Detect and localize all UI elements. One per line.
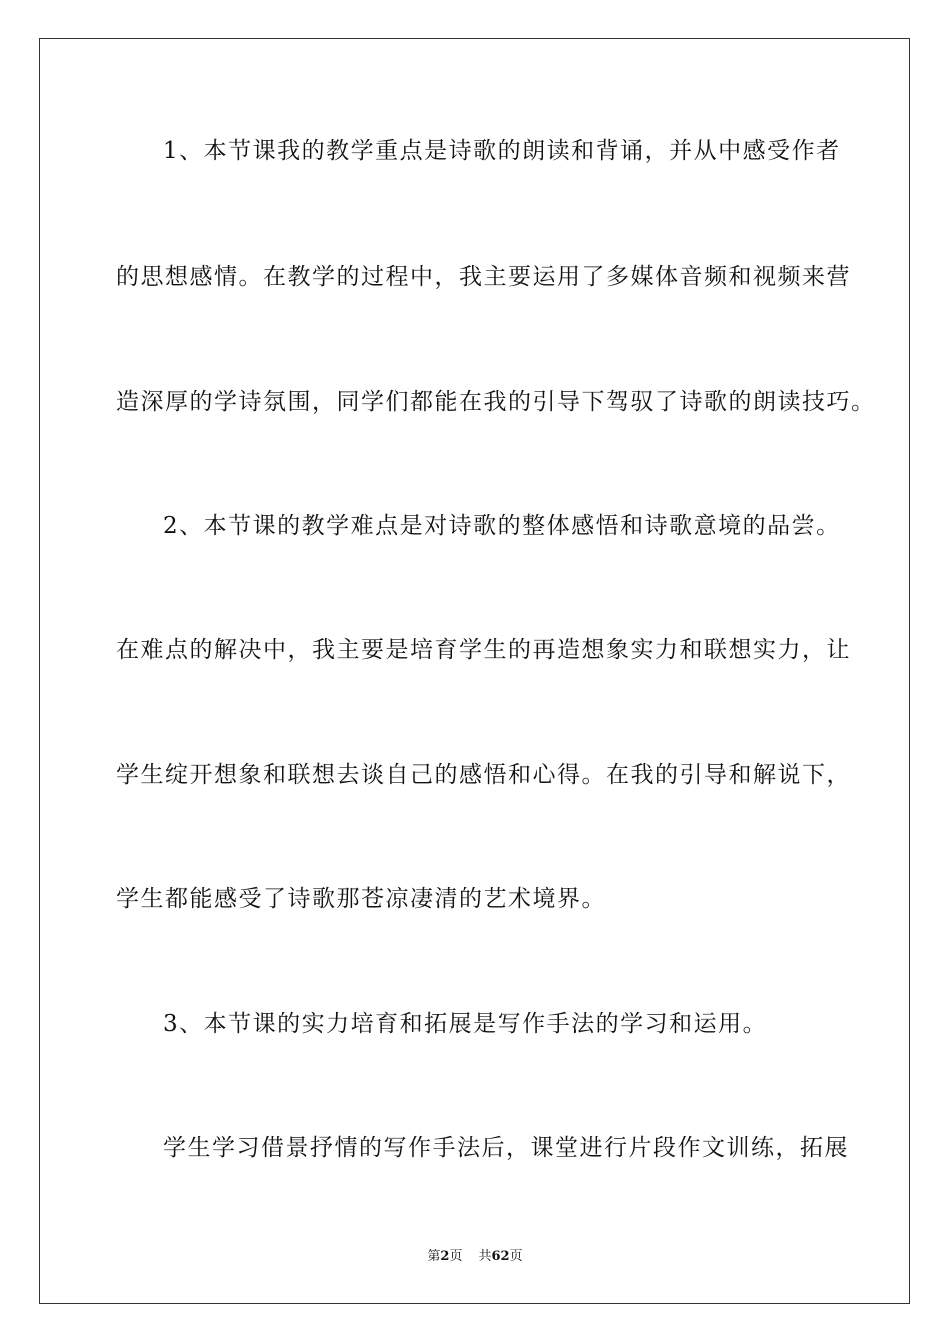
footer-page-number: 2 xyxy=(440,1249,450,1264)
paragraph-1-line-3: 造深厚的学诗氛围，同学们都能在我的引导下驾驭了诗歌的朗读技巧。 xyxy=(116,389,876,415)
paragraph-1-line-1: 1、本节课我的教学重点是诗歌的朗读和背诵，并从中感受作者 xyxy=(163,138,841,164)
footer-total-suffix: 页 xyxy=(509,1249,523,1264)
paragraph-2-line-2: 在难点的解决中，我主要是培育学生的再造想象实力和联想实力，让 xyxy=(116,637,851,663)
footer-total-pages: 62 xyxy=(491,1249,510,1264)
page-footer xyxy=(0,1247,950,1267)
paragraph-2-line-1: 2、本节课的教学难点是对诗歌的整体感悟和诗歌意境的品尝。 xyxy=(163,513,841,539)
paragraph-1-line-2: 的思想感情。在教学的过程中，我主要运用了多媒体音频和视频来营 xyxy=(116,264,851,290)
paragraph-2-line-4: 学生都能感受了诗歌那苍凉凄清的艺术境界。 xyxy=(116,886,606,912)
page-border xyxy=(39,38,910,1304)
footer-page-suffix: 页 xyxy=(449,1249,463,1264)
footer-total-prefix: 共 xyxy=(478,1249,492,1264)
paragraph-2-line-3: 学生绽开想象和联想去谈自己的感悟和心得。在我的引导和解说下， xyxy=(116,762,851,788)
paragraph-3-line-1: 3、本节课的实力培育和拓展是写作手法的学习和运用。 xyxy=(163,1011,768,1037)
footer-page-prefix: 第 xyxy=(427,1249,441,1264)
paragraph-4-line-1: 学生学习借景抒情的写作手法后，课堂进行片段作文训练，拓展 xyxy=(163,1135,849,1161)
